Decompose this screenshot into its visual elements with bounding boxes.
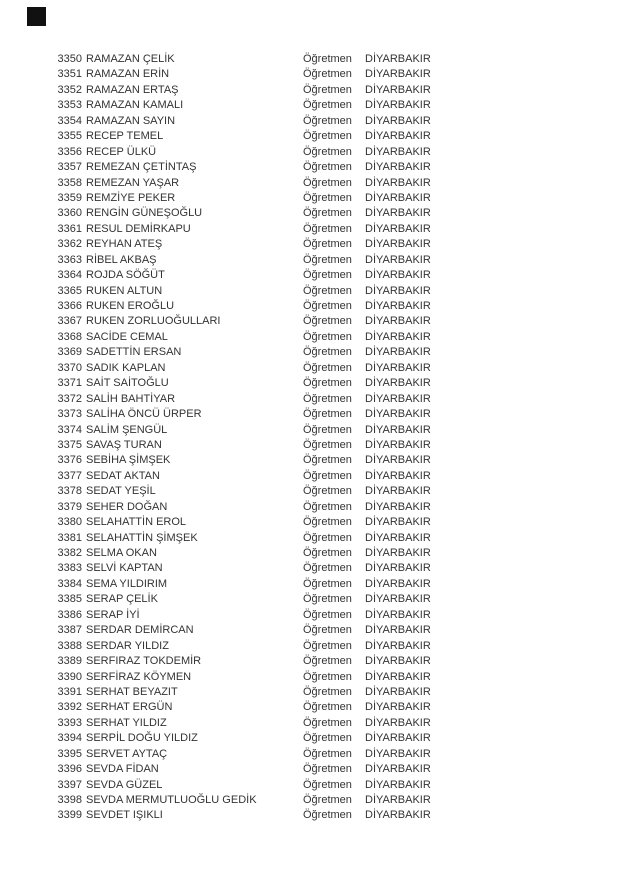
person-city: DİYARBAKIR: [365, 130, 431, 143]
row-number: 3354: [57, 114, 82, 127]
row-number: 3357: [57, 161, 82, 174]
person-name: SERAP ÇELİK: [86, 593, 158, 606]
person-title: Öğretmen: [303, 577, 352, 590]
person-city: DİYARBAKIR: [365, 176, 431, 189]
person-city: DİYARBAKIR: [365, 315, 431, 328]
person-title: Öğretmen: [303, 176, 352, 189]
person-city: DİYARBAKIR: [365, 269, 431, 282]
person-name: SEHER DOĞAN: [86, 500, 168, 513]
person-name: REMEZAN YAŞAR: [86, 176, 180, 189]
person-city: DİYARBAKIR: [365, 655, 431, 668]
person-city: DİYARBAKIR: [365, 114, 431, 127]
person-city: DİYARBAKIR: [365, 161, 431, 174]
row-number: 3379: [57, 500, 82, 513]
person-name: SERAP İYİ: [86, 608, 140, 621]
person-city: DİYARBAKIR: [365, 716, 431, 729]
person-name: RİBEL AKBAŞ: [86, 253, 157, 266]
table-row: [0, 731, 620, 746]
person-name: SELVİ KAPTAN: [86, 562, 163, 575]
table-row: [0, 392, 620, 407]
person-title: Öğretmen: [303, 732, 352, 745]
person-title: Öğretmen: [303, 377, 352, 390]
person-title: Öğretmen: [303, 330, 352, 343]
table-row: [0, 654, 620, 669]
row-number: 3369: [57, 346, 82, 359]
person-title: Öğretmen: [303, 608, 352, 621]
row-number: 3381: [57, 531, 82, 544]
table-row: [0, 438, 620, 453]
person-city: DİYARBAKIR: [365, 701, 431, 714]
row-number: 3398: [57, 794, 82, 806]
table-row: [0, 531, 620, 546]
table-row: [0, 747, 620, 762]
person-city: DİYARBAKIR: [365, 794, 431, 806]
person-name: RECEP ÜLKÜ: [86, 145, 157, 158]
person-city: DİYARBAKIR: [365, 562, 431, 575]
person-title: Öğretmen: [303, 454, 352, 467]
row-number: 3350: [57, 53, 82, 65]
person-city: DİYARBAKIR: [365, 222, 431, 235]
table-row: [0, 83, 620, 98]
person-title: Öğretmen: [303, 655, 352, 668]
person-name: SERDAR DEMİRCAN: [86, 624, 194, 637]
row-number: 3351: [57, 68, 82, 81]
row-number: 3353: [57, 99, 82, 112]
table-row: [0, 361, 620, 376]
person-name: SALİH BAHTİYAR: [86, 392, 176, 405]
row-number: 3372: [57, 392, 82, 405]
table-row: [0, 592, 620, 607]
person-title: Öğretmen: [303, 438, 352, 451]
table-row: [0, 670, 620, 685]
person-name: RAMAZAN SAYIN: [86, 114, 176, 127]
person-city: DİYARBAKIR: [365, 809, 431, 822]
table-row: [0, 237, 620, 252]
person-name: REYHAN ATEŞ: [86, 238, 163, 251]
person-title: Öğretmen: [303, 408, 352, 421]
table-row: [0, 700, 620, 715]
person-city: DİYARBAKIR: [365, 531, 431, 544]
row-number: 3352: [57, 83, 82, 96]
row-number: 3365: [57, 284, 82, 297]
person-title: Öğretmen: [303, 253, 352, 266]
person-title: Öğretmen: [303, 531, 352, 544]
person-title: Öğretmen: [303, 685, 352, 698]
table-row: [0, 206, 620, 221]
person-title: Öğretmen: [303, 747, 352, 760]
table-row: [0, 114, 620, 129]
table-row: [0, 253, 620, 268]
person-title: Öğretmen: [303, 469, 352, 482]
person-title: Öğretmen: [303, 207, 352, 220]
person-city: DİYARBAKIR: [365, 747, 431, 760]
person-city: DİYARBAKIR: [365, 53, 431, 65]
person-name: SALİHA ÖNCÜ ÜRPER: [86, 408, 202, 421]
row-number: 3396: [57, 763, 82, 776]
table-row: [0, 160, 620, 175]
table-row: [0, 453, 620, 468]
row-number: 3371: [57, 377, 82, 390]
person-city: DİYARBAKIR: [365, 392, 431, 405]
person-title: Öğretmen: [303, 269, 352, 282]
person-city: DİYARBAKIR: [365, 438, 431, 451]
person-city: DİYARBAKIR: [365, 207, 431, 220]
person-name: SERDAR YILDIZ: [86, 639, 169, 652]
person-city: DİYARBAKIR: [365, 145, 431, 158]
table-row: [0, 762, 620, 777]
person-city: DİYARBAKIR: [365, 284, 431, 297]
table-row: [0, 561, 620, 576]
person-name: SAİT SAİTOĞLU: [86, 377, 169, 390]
table-row: [0, 222, 620, 237]
person-city: DİYARBAKIR: [365, 191, 431, 204]
person-city: DİYARBAKIR: [365, 639, 431, 652]
row-number: 3363: [57, 253, 82, 266]
person-city: DİYARBAKIR: [365, 238, 431, 251]
person-title: Öğretmen: [303, 547, 352, 559]
table-row: [0, 268, 620, 283]
table-row: [0, 330, 620, 345]
person-city: DİYARBAKIR: [365, 485, 431, 498]
table-row: [0, 284, 620, 299]
person-name: SELAHATTİN ŞİMŞEK: [86, 531, 198, 544]
person-name: RAMAZAN KAMALI: [86, 99, 184, 112]
row-number: 3377: [57, 469, 82, 482]
row-number: 3356: [57, 145, 82, 158]
table-row: [0, 299, 620, 314]
table-row: [0, 423, 620, 438]
person-city: DİYARBAKIR: [365, 408, 431, 421]
person-title: Öğretmen: [303, 114, 352, 127]
row-number: 3368: [57, 330, 82, 343]
person-name: RUKEN ALTUN: [86, 284, 163, 297]
row-number: 3383: [57, 562, 82, 575]
person-title: Öğretmen: [303, 300, 352, 312]
person-name: RUKEN ZORLUOĞULLARI: [86, 315, 221, 328]
person-name: SELAHATTİN EROL: [86, 516, 187, 529]
table-row: [0, 314, 620, 329]
person-title: Öğretmen: [303, 284, 352, 297]
person-city: DİYARBAKIR: [365, 778, 431, 791]
row-number: 3386: [57, 608, 82, 621]
person-title: Öğretmen: [303, 161, 352, 174]
person-title: Öğretmen: [303, 716, 352, 729]
row-number: 3361: [57, 222, 82, 235]
row-number: 3399: [57, 809, 82, 822]
person-title: Öğretmen: [303, 562, 352, 575]
person-name: SEDAT YEŞİL: [86, 485, 156, 498]
row-number: 3362: [57, 238, 82, 251]
row-number: 3376: [57, 454, 82, 467]
table-row: [0, 778, 620, 793]
person-name: SADETTİN ERSAN: [86, 346, 182, 359]
row-number: 3366: [57, 300, 82, 312]
person-city: DİYARBAKIR: [365, 763, 431, 776]
person-title: Öğretmen: [303, 778, 352, 791]
person-name: SERFIRAZ TOKDEMİR: [86, 655, 202, 668]
staff-list: [0, 52, 620, 824]
person-name: SERVET AYTAÇ: [86, 747, 168, 760]
person-title: Öğretmen: [303, 191, 352, 204]
person-title: Öğretmen: [303, 763, 352, 776]
row-number: 3395: [57, 747, 82, 760]
table-row: [0, 639, 620, 654]
person-name: SERPİL DOĞU YILDIZ: [86, 732, 198, 745]
person-title: Öğretmen: [303, 423, 352, 436]
person-name: SEVDA GÜZEL: [86, 778, 163, 791]
person-title: Öğretmen: [303, 392, 352, 405]
person-city: DİYARBAKIR: [365, 99, 431, 112]
row-number: 3382: [57, 547, 82, 559]
person-city: DİYARBAKIR: [365, 423, 431, 436]
person-title: Öğretmen: [303, 809, 352, 822]
person-title: Öğretmen: [303, 516, 352, 529]
person-title: Öğretmen: [303, 53, 352, 65]
person-name: SELMA OKAN: [86, 547, 157, 559]
person-city: DİYARBAKIR: [365, 608, 431, 621]
person-title: Öğretmen: [303, 68, 352, 81]
person-title: Öğretmen: [303, 670, 352, 683]
person-name: RESUL DEMİRKAPU: [86, 222, 191, 235]
row-number: 3370: [57, 361, 82, 374]
table-row: [0, 546, 620, 561]
table-row: [0, 623, 620, 638]
table-row: [0, 129, 620, 144]
person-city: DİYARBAKIR: [365, 624, 431, 637]
row-number: 3389: [57, 655, 82, 668]
person-name: SEVDA FİDAN: [86, 763, 159, 776]
row-number: 3373: [57, 408, 82, 421]
row-number: 3367: [57, 315, 82, 328]
table-row: [0, 98, 620, 113]
row-number: 3393: [57, 716, 82, 729]
person-city: DİYARBAKIR: [365, 516, 431, 529]
person-name: SERHAT ERGÜN: [86, 701, 173, 714]
person-name: RECEP TEMEL: [86, 130, 164, 143]
table-row: [0, 67, 620, 82]
person-name: SEVDET IŞIKLI: [86, 809, 163, 822]
person-title: Öğretmen: [303, 346, 352, 359]
person-title: Öğretmen: [303, 130, 352, 143]
person-city: DİYARBAKIR: [365, 361, 431, 374]
person-title: Öğretmen: [303, 361, 352, 374]
person-title: Öğretmen: [303, 593, 352, 606]
person-city: DİYARBAKIR: [365, 469, 431, 482]
person-name: REMZİYE PEKER: [86, 191, 176, 204]
person-city: DİYARBAKIR: [365, 454, 431, 467]
person-title: Öğretmen: [303, 500, 352, 513]
table-row: [0, 376, 620, 391]
table-row: [0, 500, 620, 515]
row-number: 3360: [57, 207, 82, 220]
table-row: [0, 685, 620, 700]
person-title: Öğretmen: [303, 222, 352, 235]
person-name: RAMAZAN ERİN: [86, 68, 170, 81]
person-name: SEBİHA ŞİMŞEK: [86, 454, 171, 467]
row-number: 3380: [57, 516, 82, 529]
row-number: 3391: [57, 685, 82, 698]
person-name: RAMAZAN ÇELİK: [86, 53, 175, 65]
row-number: 3358: [57, 176, 82, 189]
person-title: Öğretmen: [303, 701, 352, 714]
person-city: DİYARBAKIR: [365, 83, 431, 96]
person-city: DİYARBAKIR: [365, 685, 431, 698]
row-number: 3384: [57, 577, 82, 590]
person-name: SERHAT BEYAZIT: [86, 685, 178, 698]
person-name: RUKEN EROĞLU: [86, 300, 175, 312]
person-city: DİYARBAKIR: [365, 300, 431, 312]
person-title: Öğretmen: [303, 639, 352, 652]
person-city: DİYARBAKIR: [365, 670, 431, 683]
person-name: REMEZAN ÇETİNTAŞ: [86, 161, 197, 174]
table-row: [0, 407, 620, 422]
table-row: [0, 345, 620, 360]
person-city: DİYARBAKIR: [365, 68, 431, 81]
person-name: ROJDA SÖĞÜT: [86, 269, 165, 282]
person-title: Öğretmen: [303, 238, 352, 251]
row-number: 3385: [57, 593, 82, 606]
row-number: 3390: [57, 670, 82, 683]
row-number: 3374: [57, 423, 82, 436]
person-city: DİYARBAKIR: [365, 377, 431, 390]
row-number: 3392: [57, 701, 82, 714]
person-name: SEMA YILDIRIM: [86, 577, 168, 590]
table-row: [0, 577, 620, 592]
table-row: [0, 191, 620, 206]
person-city: DİYARBAKIR: [365, 577, 431, 590]
table-row: [0, 793, 620, 808]
person-city: DİYARBAKIR: [365, 732, 431, 745]
corner-mark-square: [27, 7, 46, 26]
row-number: 3359: [57, 191, 82, 204]
table-row: [0, 515, 620, 530]
row-number: 3364: [57, 269, 82, 282]
table-row: [0, 808, 620, 823]
person-title: Öğretmen: [303, 145, 352, 158]
person-title: Öğretmen: [303, 315, 352, 328]
person-title: Öğretmen: [303, 99, 352, 112]
person-name: SACİDE CEMAL: [86, 330, 168, 343]
person-title: Öğretmen: [303, 485, 352, 498]
table-row: [0, 484, 620, 499]
person-city: DİYARBAKIR: [365, 547, 431, 559]
person-name: SEVDA MERMUTLUOĞLU GEDİK: [86, 794, 257, 806]
row-number: 3387: [57, 624, 82, 637]
row-number: 3394: [57, 732, 82, 745]
person-name: SERHAT YILDIZ: [86, 716, 167, 729]
row-number: 3355: [57, 130, 82, 143]
person-name: RENGİN GÜNEŞOĞLU: [86, 207, 203, 220]
person-name: SADIK KAPLAN: [86, 361, 166, 374]
person-name: SERFİRAZ KÖYMEN: [86, 670, 192, 683]
person-city: DİYARBAKIR: [365, 346, 431, 359]
row-number: 3397: [57, 778, 82, 791]
person-title: Öğretmen: [303, 83, 352, 96]
row-number: 3388: [57, 639, 82, 652]
person-name: SAVAŞ TURAN: [86, 438, 162, 451]
row-number: 3378: [57, 485, 82, 498]
person-city: DİYARBAKIR: [365, 253, 431, 266]
row-number: 3375: [57, 438, 82, 451]
table-row: [0, 469, 620, 484]
person-title: Öğretmen: [303, 794, 352, 806]
person-city: DİYARBAKIR: [365, 330, 431, 343]
table-row: [0, 176, 620, 191]
person-name: RAMAZAN ERTAŞ: [86, 83, 179, 96]
table-row: [0, 608, 620, 623]
person-city: DİYARBAKIR: [365, 593, 431, 606]
person-name: SALİM ŞENGÜL: [86, 423, 168, 436]
table-row: [0, 145, 620, 160]
table-row: [0, 52, 620, 67]
table-row: [0, 716, 620, 731]
person-title: Öğretmen: [303, 624, 352, 637]
person-name: SEDAT AKTAN: [86, 469, 160, 482]
person-city: DİYARBAKIR: [365, 500, 431, 513]
